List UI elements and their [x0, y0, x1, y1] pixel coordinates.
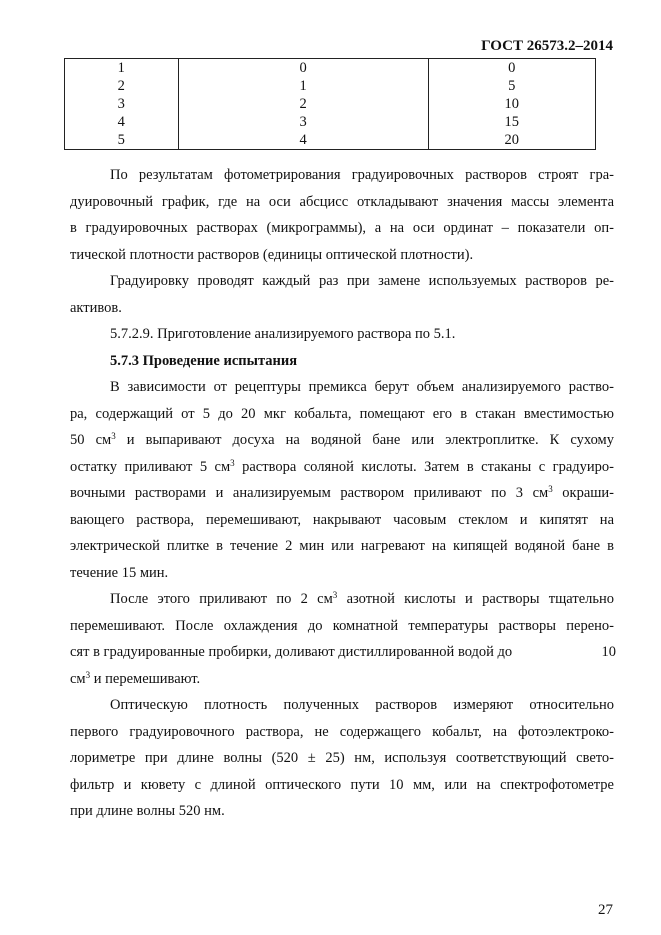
paragraph-line: 5.7.2.9. Приготовление анализируемого раствора по 5.1. — [110, 326, 456, 342]
table-row — [65, 59, 596, 78]
table-cell: 10 — [428, 95, 595, 113]
paragraph-line: перемешивают. После охлаждения до комнатной температуры растворы перено- — [70, 617, 614, 634]
paragraph-line: $см^3$ и перемешивают. — [70, 669, 201, 687]
paragraph-line: вающего раствора, перемешивают, накрывают часовым стеклом и кипятят на — [70, 511, 614, 528]
table-cell: 2 — [178, 95, 428, 113]
page-number: 27 — [598, 902, 613, 918]
paragraph-line: первого градуировочного раствора, не содержащего кобальт, на фотоэлектроко- — [70, 723, 614, 740]
paragraph-line: 50 $см^3$ и выпаривают досуха на водяной бане или электроплитке. К сухому — [70, 431, 614, 448]
table-cell: 4 — [178, 131, 428, 150]
section-heading: 5.7.3 Проведение испытания — [110, 352, 298, 369]
paragraph-line: ра, содержащий от 5 до 20 мкг кобальта, помещают его в стакан вместимостью — [70, 405, 614, 422]
table-cell: 1 — [178, 77, 428, 95]
table-cell: 20 — [428, 131, 595, 150]
body-text — [70, 162, 614, 825]
paragraph-line: сят в градуированные пробирки, доливают дистиллированной водой до 10 — [70, 644, 616, 660]
paragraph-line: в градуировочных растворах (микрограммы), а на оси ординат – показатели оп- — [70, 220, 614, 236]
table-cell: 5 — [65, 131, 179, 150]
paragraph-line: Градуировку проводят каждый раз при замене используемых растворов ре- — [110, 273, 614, 289]
table-cell: 5 — [428, 77, 595, 95]
paragraph-line: Оптическую плотность полученных растворов измеряют относительно — [110, 697, 614, 713]
table-cell: 2 — [65, 77, 179, 95]
paragraph-line: тической плотности растворов (единицы оптической плотности). — [70, 246, 474, 263]
table-cell: 3 — [178, 113, 428, 131]
table-row — [65, 95, 596, 113]
table-row — [65, 131, 596, 150]
paragraph-line: В зависимости от рецептуры премикса берут объем анализируемого раство- — [110, 379, 614, 395]
table-cell: 1 — [65, 59, 179, 78]
paragraph-line: дуировочный график, где на оси абсцисс откладывают значения массы элемента — [70, 193, 614, 210]
paragraph-line: лориметре при длине волны (520 ± 25) нм, используя соответствующий свето- — [70, 750, 614, 766]
table-row — [65, 77, 596, 95]
table-cell: 3 — [65, 95, 179, 113]
paragraph-line: остатку приливают 5 $см^3$ раствора соляной кислоты. Затем в стаканы с градуиро- — [70, 457, 614, 475]
paragraph-line: электрической плитке в течение 2 мин или нагревают на кипящей водяной бане в — [70, 538, 614, 554]
calibration-table — [64, 58, 596, 150]
table-cell: 15 — [428, 113, 595, 131]
paragraph-line: активов. — [70, 299, 122, 316]
table-cell: 4 — [65, 113, 179, 131]
paragraph-line: течение 15 мин. — [70, 564, 169, 581]
paragraph-line: фильтр и кювету с длиной оптического пути 10 мм, или на спектрофотометре — [70, 776, 614, 793]
paragraph-line: По результатам фотометрирования градуировочных растворов строят гра- — [110, 167, 614, 183]
paragraph-line: при длине волны 520 нм. — [70, 803, 225, 819]
table-cell: 0 — [428, 59, 595, 78]
paragraph-line: вочными растворами и анализируемым раствором приливают по 3 $см^3$ окраши- — [70, 484, 614, 501]
paragraph-line: После этого приливают по 2 $см^3$ азотной кислоты и растворы тщательно — [110, 590, 614, 607]
table-row — [65, 113, 596, 131]
table-cell: 0 — [178, 59, 428, 78]
document-id: ГОСТ 26573.2–2014 — [481, 38, 613, 54]
